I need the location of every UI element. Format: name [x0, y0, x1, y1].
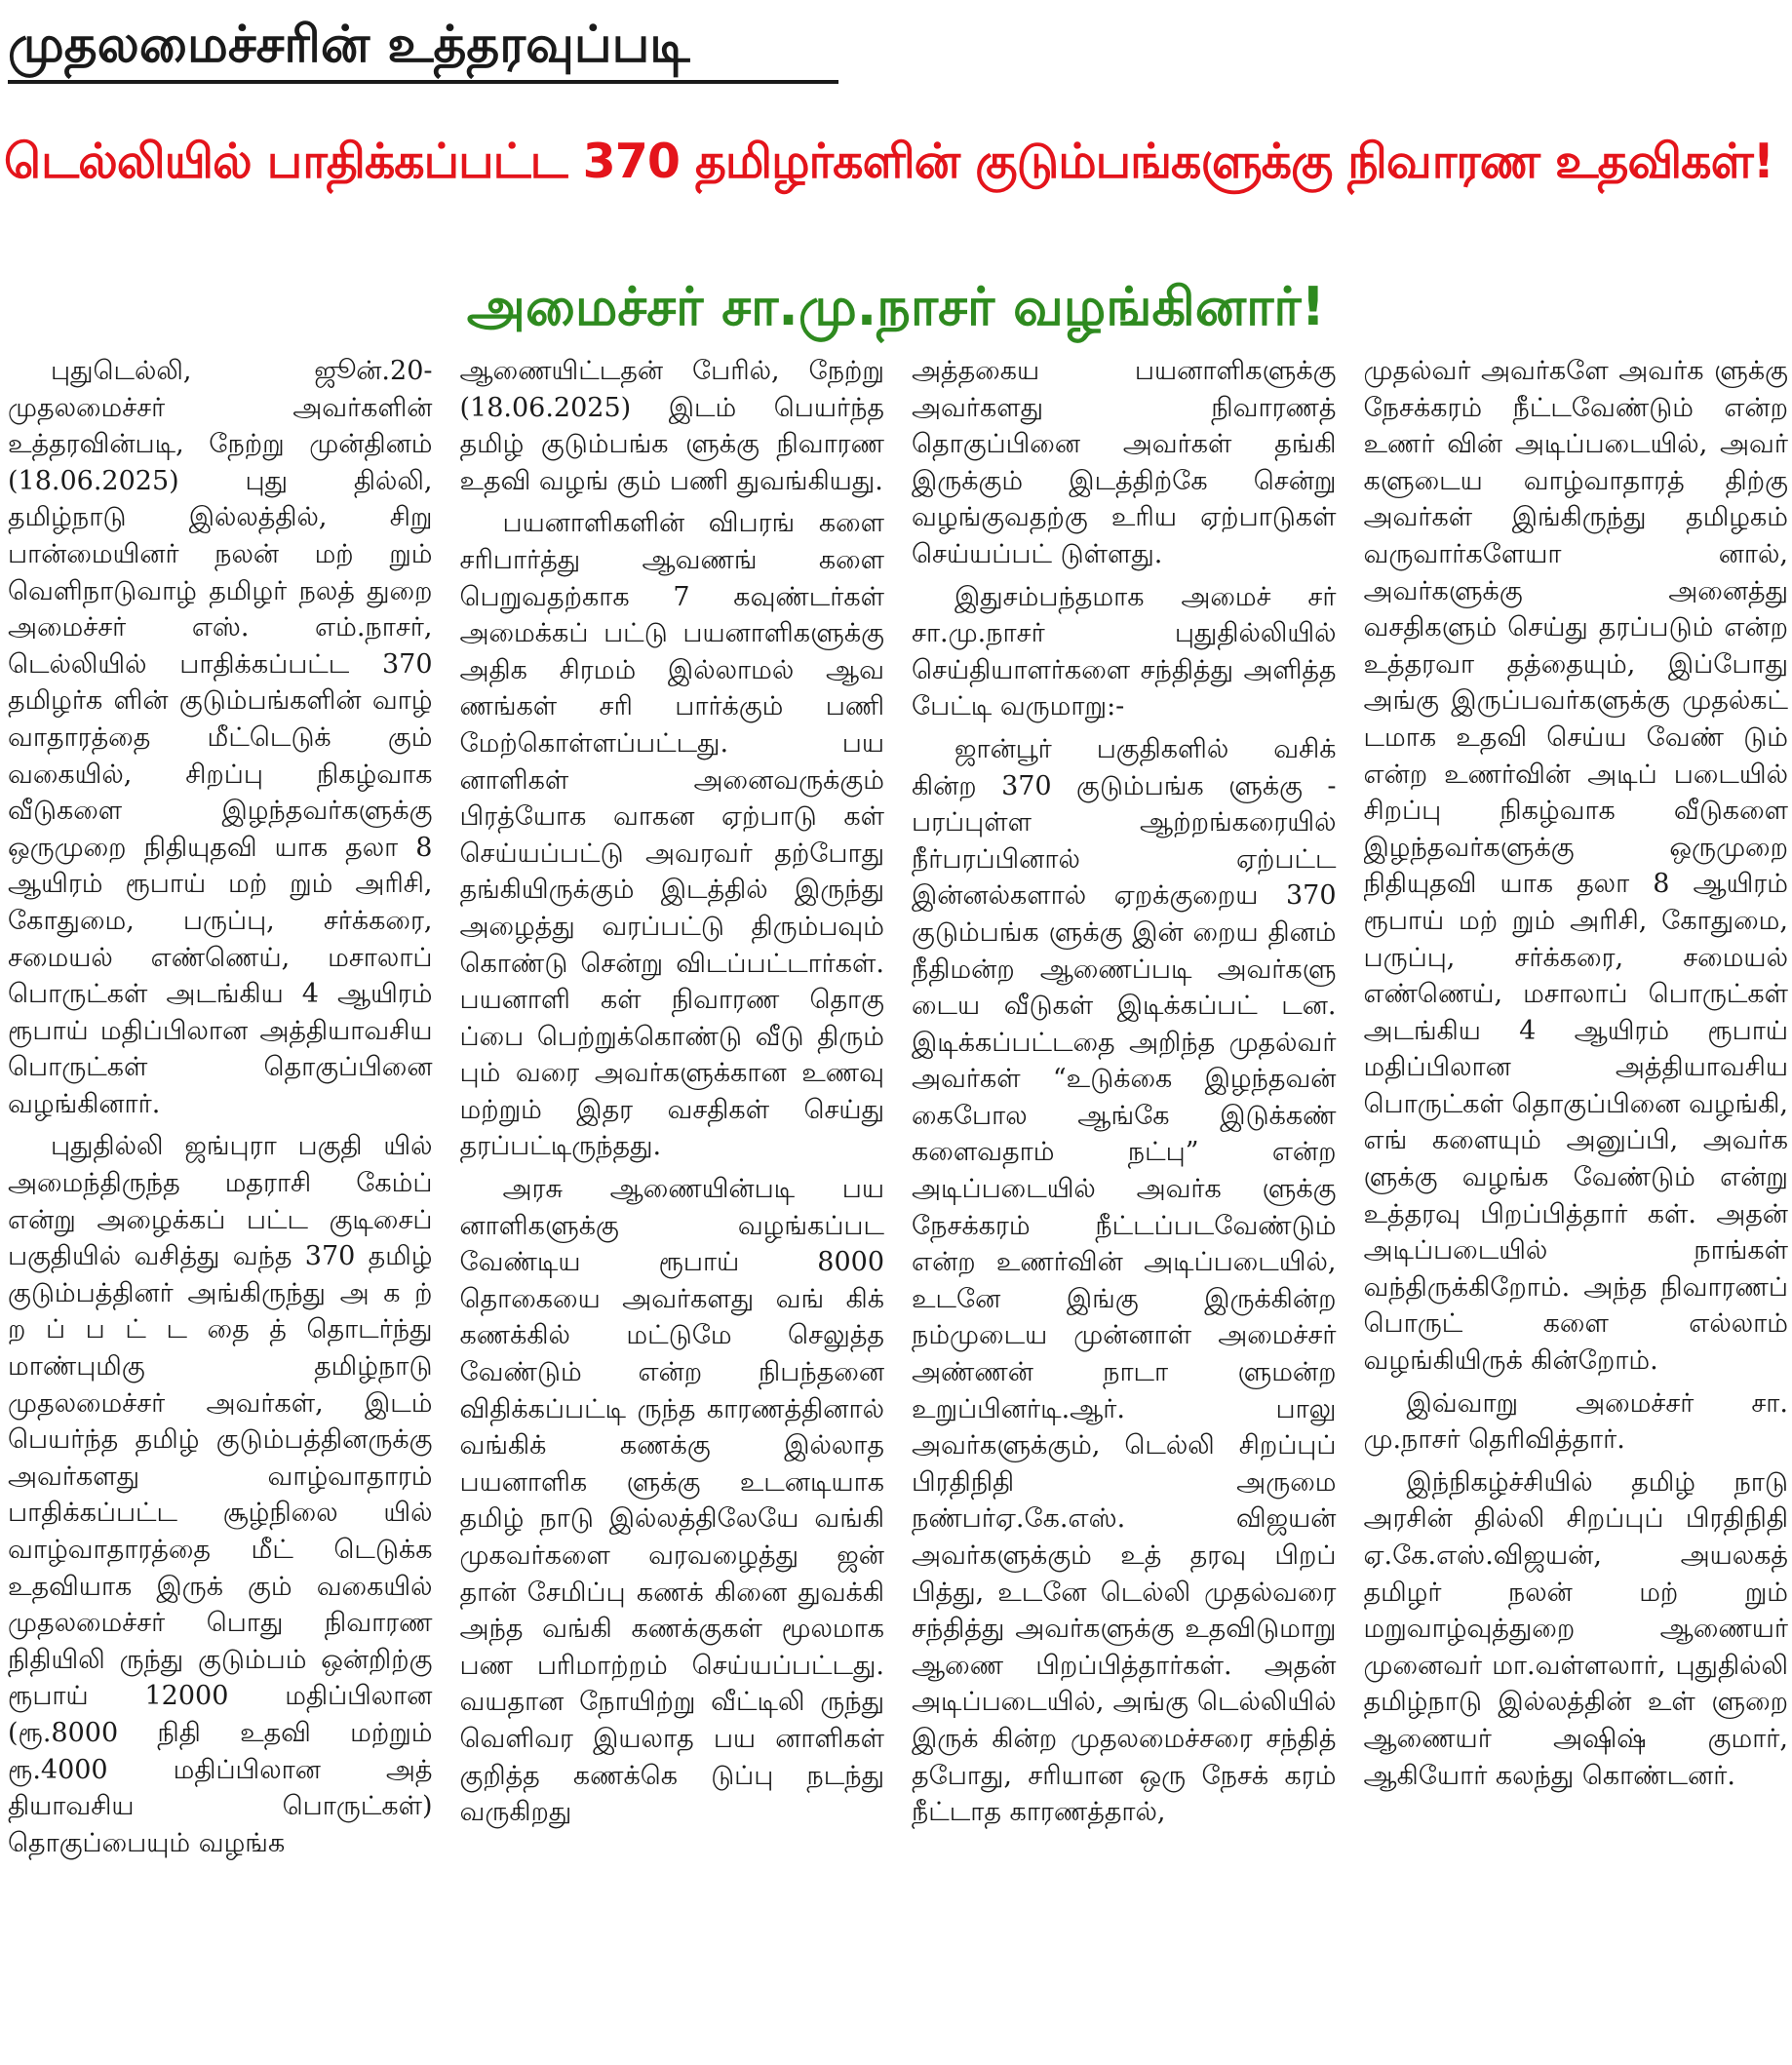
article-column-4 — [1364, 353, 1789, 2061]
kicker-underline — [8, 80, 838, 84]
sub-headline: அமைச்சர் சா.மு.நாசர் வழங்கினார்! — [466, 276, 1326, 337]
paragraph: புதுடெல்லி, ஜூன்.20- முதலமைச்சர் அவர்களின் உத்தரவின்படி, நேற்று முன்தினம் (18.06.2025) புது தில்லி, தமிழ்நாடு இல்லத்தில், சிறு பான்மையினர் நலன் மற் றும் வெளிநாடுவாழ் தமிழர் நலத் துறை அமைச்சர் எஸ். எம்.நாசர், டெல்லியில் பாதிக்கப்பட்ட 370 தமிழர்க ளின் குடும்பங்களின் வாழ் வாதாரத்தை மீட்டெடுக் கும் வகையில், சிறப்பு நிகழ்வாக வீடுகளை இழந்தவர்களுக்கு ஒருமுறை நிதியுதவி யாக தலா 8 ஆயிரம் ரூபாய் மற் றும் அரிசி, கோதுமை, பருப்பு, சர்க்கரை, சமையல் எண்ணெய், மசாலாப் பொருட்கள் அடங்கிய 4 ஆயிரம் ரூபாய் மதிப்பிலான அத்தியாவசிய பொருட்கள் தொகுப்பினை வழங்கினார். — [8, 356, 433, 1119]
paragraph: இவ்வாறு அமைச்சர் சா. மு.நாசர் தெரிவித்தார். — [1363, 1387, 1788, 1456]
paragraph: முதல்வர் அவர்களே அவர்க ளுக்கு நேசக்கரம் நீட்டவேண்டும் என்ற உணர் வின் அடிப்படையில், அவர் களுடைய வாழ்வாதாரத் திற்கு அவர்கள் இங்கிருந்து தமிழகம் வருவார்களேயா னால், அவர்களுக்கு அனைத்து வசதிகளும் செய்து தரப்படும் என்ற உத்தரவா தத்தையும், இப்போது அங்கு இருப்பவர்களுக்கு முதல்கட் டமாக உதவி செய்ய வேண் டும் என்ற உணர்வின் அடிப் படையில் சிறப்பு நிகழ்வாக வீடுகளை இழந்தவர்களுக்கு ஒருமுறை நிதியுதவி யாக தலா 8 ஆயிரம் ரூபாய் மற் றும் அரிசி, கோதுமை, பருப்பு, சர்க்கரை, சமையல் எண்ணெய், மசாலாப் பொருட்கள் அடங்கிய 4 ஆயிரம் ரூபாய் மதிப்பிலான அத்தியாவசிய பொருட்கள் தொகுப்பினை வழங்கி, எங் களையும் அனுப்பி, அவர்க ளுக்கு வழங்க வேண்டும் என்று உத்தரவு பிறப்பித்தார் கள். அதன் அடிப்படையில் நாங்கள் வந்திருக்கிறோம். அந்த நிவாரணப் பொருட் களை எல்லாம் வழங்கியிருக் கின்றோம். — [1363, 356, 1788, 1377]
paragraph: அத்தகைய பயனாளிகளுக்கு அவர்களது நிவாரணத் தொகுப்பினை அவர்கள் தங்கி இருக்கும் இடத்திற்கே சென்று வழங்குவதற்கு உரிய ஏற்பாடுகள் செய்யப்பட் டுள்ளது. — [912, 356, 1337, 569]
article-column-2 — [460, 353, 885, 2061]
article-body — [8, 353, 1788, 2061]
paragraph: இந்நிகழ்ச்சியில் தமிழ் நாடு அரசின் தில்லி சிறப்புப் பிரதிநிதி ஏ.கே.எஸ்.விஜயன், அயலகத் தமிழர் நலன் மற் றும் மறுவாழ்வுத்துறை ஆணையர் முனைவர் மா.வள்ளலார், புதுதில்லி தமிழ்நாடு இல்லத்தின் உள் ளுறை ஆணையர் அஷிஷ் குமார், ஆகியோர் கலந்து கொண்டனர். — [1363, 1466, 1788, 1791]
paragraph: ஆணையிட்டதன் பேரில், நேற்று (18.06.2025) இடம் பெயர்ந்த தமிழ் குடும்பங்க ளுக்கு நிவாரண உதவி வழங் கும் பணி துவங்கியது. — [459, 356, 884, 496]
main-headline: டெல்லியில் பாதிக்கப்பட்ட 370 தமிழர்களின் குடும்பங்களுக்கு நிவாரண உதவிகள்! — [4, 134, 1774, 189]
kicker-heading: முதலமைச்சரின் உத்தரவுப்படி — [8, 16, 690, 74]
article-column-3 — [912, 353, 1337, 2061]
paragraph: இதுசம்பந்தமாக அமைச் சர் சா.மு.நாசர் புதுதில்லியில் செய்தியாளர்களை சந்தித்து அளித்த பேட்டி வருமாறு:- — [912, 581, 1337, 722]
paragraph: அரசு ஆணையின்படி பய னாளிகளுக்கு வழங்கப்பட வேண்டிய ரூபாய் 8000 தொகையை அவர்களது வங் கிக் கணக்கில் மட்டுமே செலுத்த வேண்டும் என்ற நிபந்தனை விதிக்கப்பட்டி ருந்த காரணத்தினால் வங்கிக் கணக்கு இல்லாத பயனாளிக ளுக்கு உடனடியாக தமிழ் நாடு இல்லத்திலேயே வங்கி முகவர்களை வரவழைத்து ஜன் தான் சேமிப்பு கணக் கினை துவக்கி அந்த வங்கி கணக்குகள் மூலமாக பண பரிமாற்றம் செய்யப்பட்டது. வயதான நோயிற்று வீட்டிலி ருந்து வெளிவர இயலாத பய னாளிகள் குறித்த கணக்கெ டுப்பு நடந்து வருகிறது — [459, 1174, 884, 1828]
paragraph: பயனாளிகளின் விபரங் களை சரிபார்த்து ஆவணங் களை பெறுவதற்காக 7 கவுண்டர்கள் அமைக்கப் பட்டு பயனாளிகளுக்கு அதிக சிரமம் இல்லாமல் ஆவ ணங்கள் சரி பார்க்கும் பணி மேற்கொள்ளப்பட்டது. பய னாளிகள் அனைவருக்கும் பிரத்யோக வாகன ஏற்பாடு கள் செய்யப்பட்டு அவரவர் தற்போது தங்கியிருக்கும் இடத்தில் இருந்து அழைத்து வரப்பட்டு திரும்பவும் கொண்டு சென்று விடப்பட்டார்கள். பயனாளி கள் நிவாரண தொகு ப்பை பெற்றுக்கொண்டு வீடு திரும் பும் வரை அவர்களுக்கான உணவு மற்றும் இதர வசதிகள் செய்து தரப்பட்டிருந்தது. — [459, 508, 884, 1162]
paragraph: புதுதில்லி ஜங்புரா பகுதி யில் அமைந்திருந்த மதராசி கேம்ப் என்று அழைக்கப் பட்ட குடிசைப் பகுதியில் வசித்து வந்த 370 தமிழ் குடும்பத்தினர் அங்கிருந்து அ க ற் ற ப் ப ட் ட தை த் தொடர்ந்து மாண்புமிகு தமிழ்நாடு முதலமைச்சர் அவர்கள், இடம் பெயர்ந்த தமிழ் குடும்பத்தினருக்கு அவர்களது வாழ்வாதாரம் பாதிக்கப்பட்ட சூழ்நிலை யில் வாழ்வாதாரத்தை மீட் டெடுக்க உதவியாக இருக் கும் வகையில் முதலமைச்சர் பொது நிவாரண நிதியிலி ருந்து குடும்பம் ஒன்றிற்கு ரூபாய் 12000 மதிப்பிலான (ரூ.8000 நிதி உதவி மற்றும் ரூ.4000 மதிப்பிலான அத் தியாவசிய பொருட்கள்) தொகுப்பையும் வழங்க — [8, 1131, 433, 1858]
paragraph: ஜான்பூர் பகுதிகளில் வசிக் கின்ற 370 குடும்பங்க ளுக்கு - பரப்புள்ள ஆற்றங்கரையில் நீர்பரப்பினால் ஏற்பட்ட இன்னல்களால் ஏறக்குறைய 370 குடும்பங்க ளுக்கு இன் றைய தினம் நீதிமன்ற ஆணைப்படி அவர்களு டைய வீடுகள் இடிக்கப்பட் டன. இடிக்கப்பட்டதை அறிந்த முதல்வர் அவர்கள் “உடுக்கை இழந்தவன் கைபோல ஆங்கே இடுக்கண் களைவதாம் நட்பு” என்ற அடிப்படையில் அவர்க ளுக்கு நேசக்கரம் நீட்டப்படவேண்டும் என்ற உணர்வின் அடிப்படையில், உடனே இங்கு இருக்கின்ற நம்முடைய முன்னாள் அமைச்சர் அண்ணன் நாடா ளுமன்ற உறுப்பினர்டி.ஆர். பாலு அவர்களுக்கும், டெல்லி சிறப்புப் பிரதிநிதி அருமை நண்பர்ஏ.கே.எஸ். விஜயன் அவர்களுக்கும் உத் தரவு பிறப் பித்து, உடனே டெல்லி முதல்வரை சந்தித்து அவர்களுக்கு உதவிடுமாறு ஆணை பிறப்பித்தார்கள். அதன் அடிப்படையில், அங்கு டெல்லியில் இருக் கின்ற முதலமைச்சரை சந்தித் தபோது, சரியான ஒரு நேசக் கரம் நீட்டாத காரணத்தால், — [912, 733, 1337, 1828]
article-column-1 — [8, 353, 433, 2061]
